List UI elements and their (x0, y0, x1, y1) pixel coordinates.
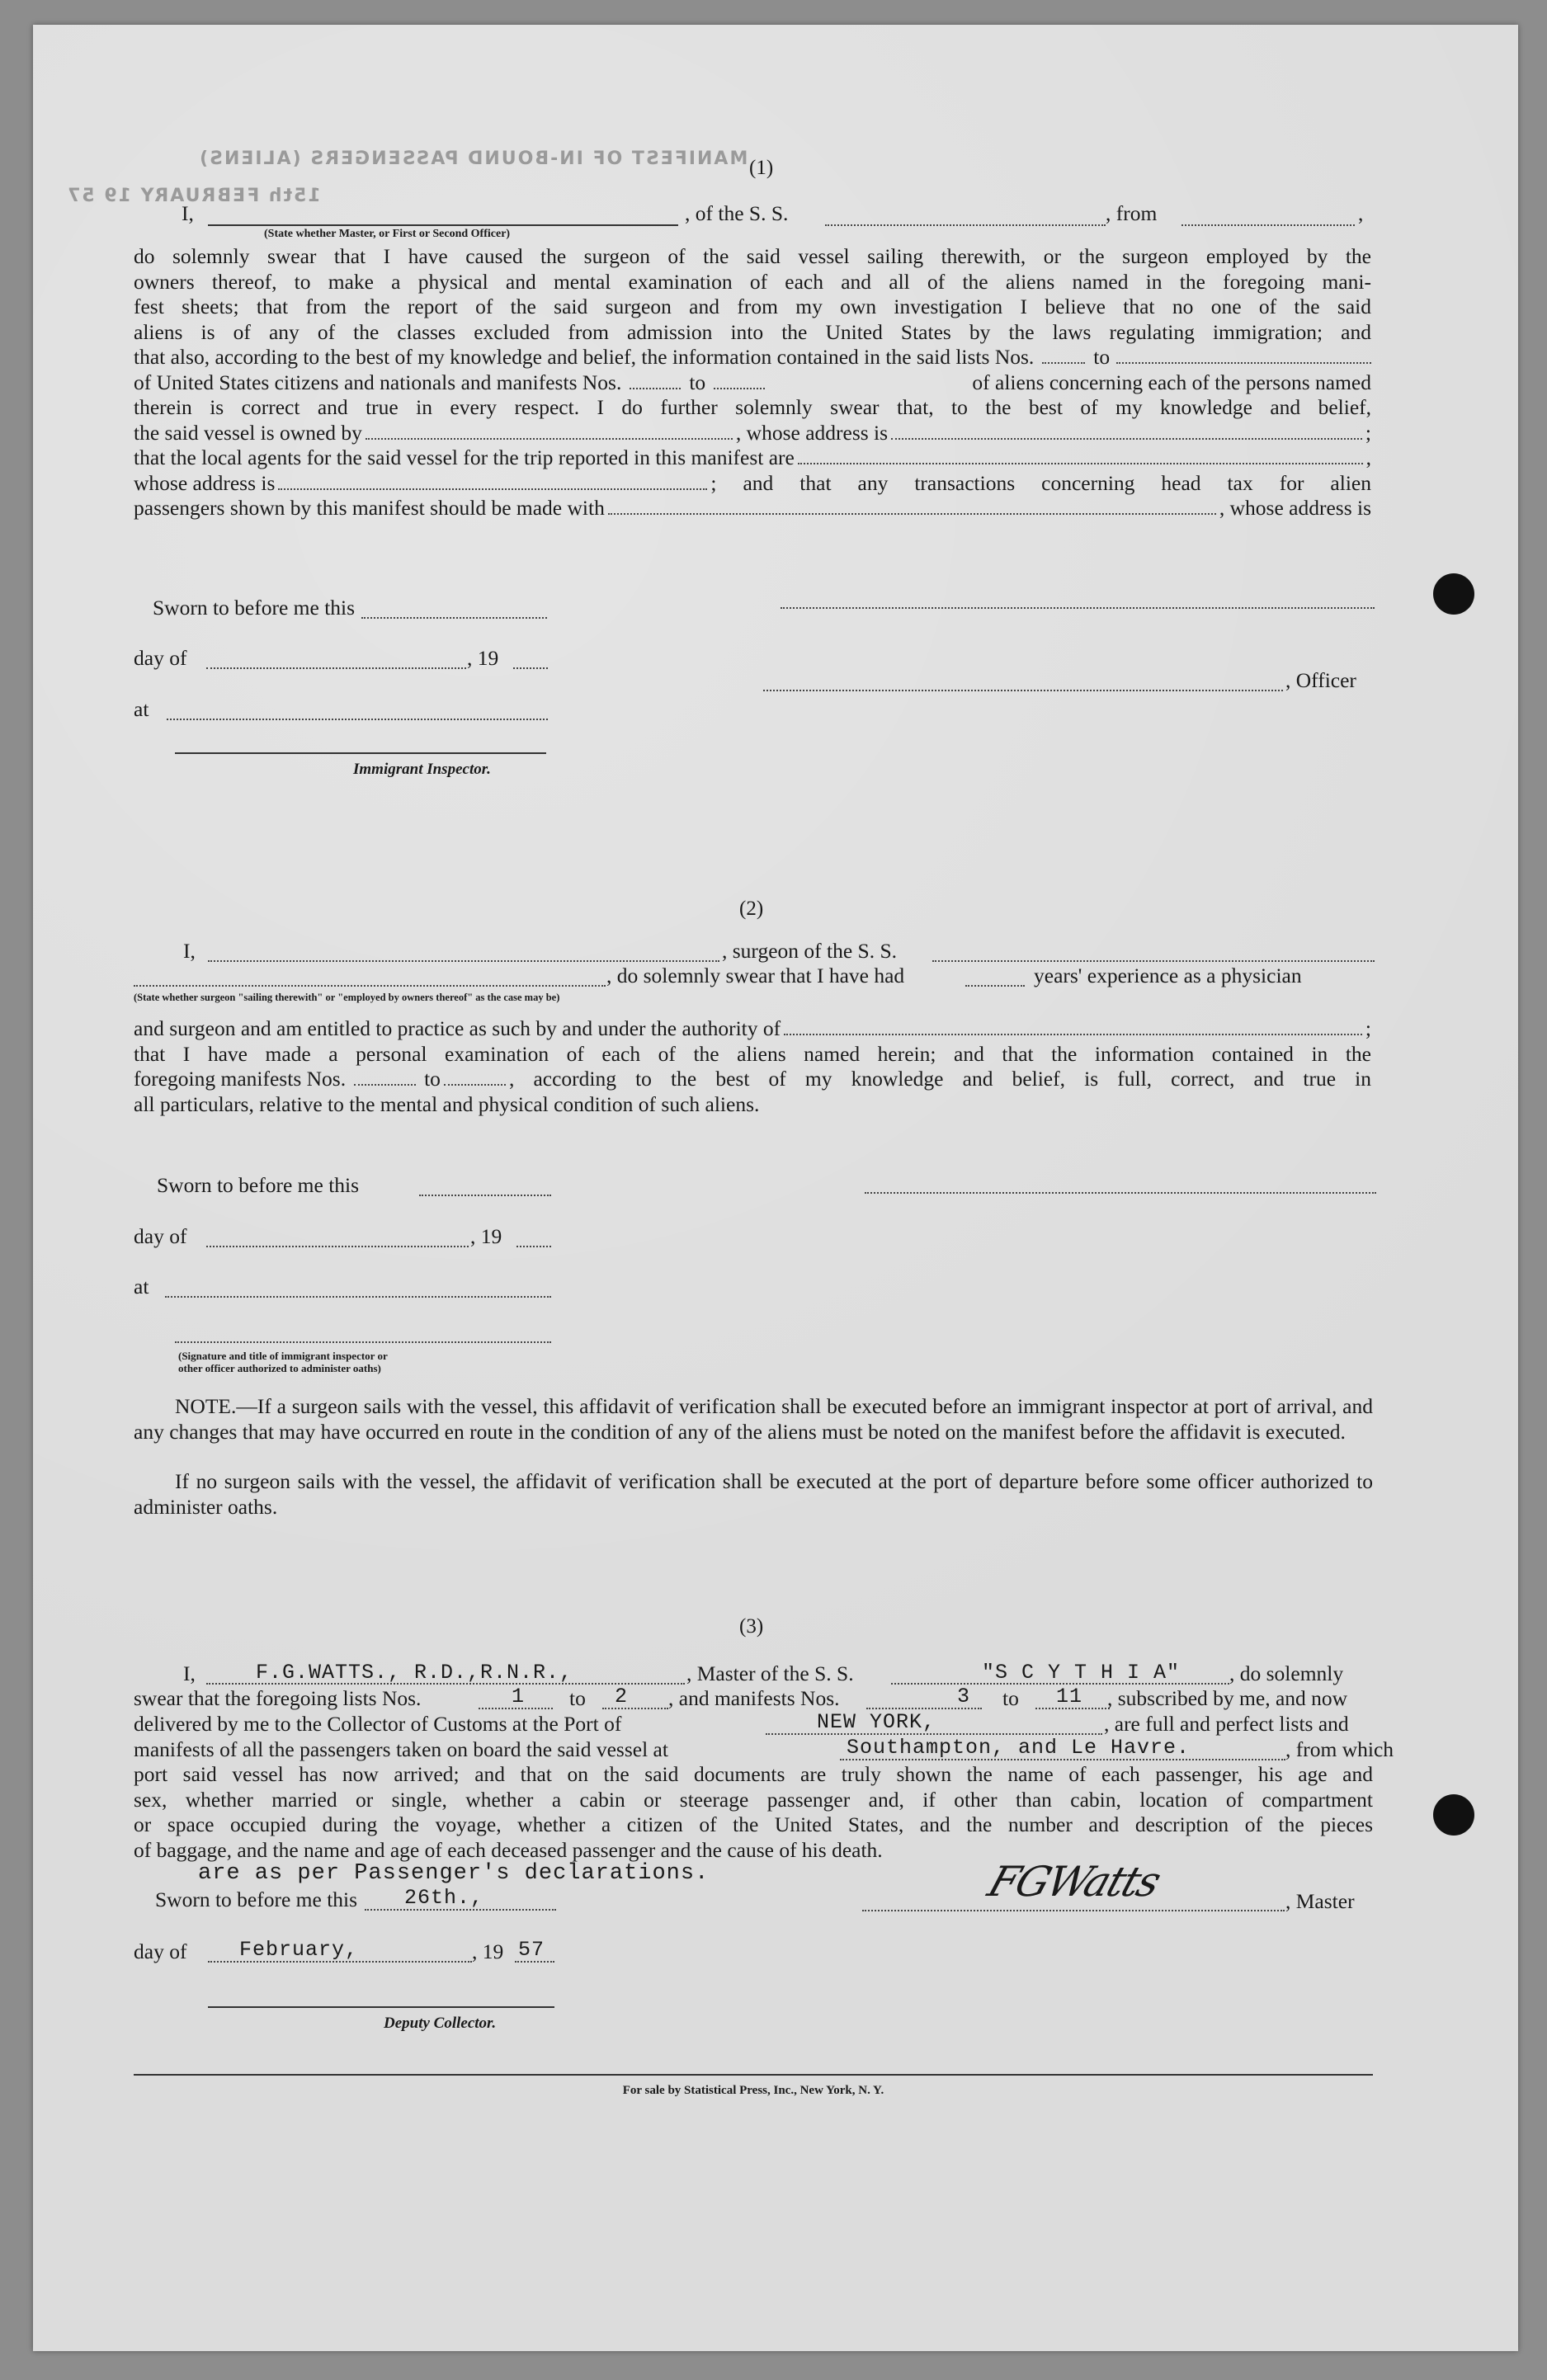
section-2-number: (2) (739, 898, 764, 920)
sec2-body (134, 1016, 1371, 1117)
document-page (33, 25, 1518, 2351)
sec2-authority-line (784, 1034, 1362, 1035)
note-label: NOTE. (175, 1394, 237, 1418)
sec1-line7: therein is correct and true in every respect. I do further solemnly swear that, to the best of my knowledge and belief, (134, 395, 1371, 419)
sec1-inspector: Immigrant Inspector. (353, 761, 491, 778)
sec1-inspector-line (175, 752, 546, 754)
sec2-sig-hint: (Signature and title of immigrant inspector or other officer authorized to administer oaths) (178, 1350, 388, 1374)
sec1-lists-from-line (1042, 362, 1085, 364)
sec1-line6a: of United States citizens and nationals and manifests Nos. (134, 370, 622, 394)
sec2-line3c: , according to the best of my knowledge and belief, is full, correct, and true in (508, 1067, 1371, 1091)
footer-rule (134, 2074, 1373, 2076)
sec3-list-to: 2 (615, 1685, 629, 1708)
sec2-vessel-line (932, 960, 1375, 962)
sec3-sworn-day: 26th., (404, 1886, 484, 1910)
punch-hole-bottom (1433, 1794, 1474, 1836)
sec2-year-line (516, 1246, 551, 1247)
sec1-year-line (513, 667, 548, 669)
sec1-line9a: that the local agents for the said vessel for the trip reported in this manifest are (134, 445, 795, 469)
sec1-officer: , Officer (1285, 668, 1356, 692)
sec1-at: at (134, 697, 149, 721)
sec2-line2: that I have made a personal examination of each of the aliens named herein; and that the information contained in the (134, 1041, 1371, 1066)
sec2-nineteen: , 19 (470, 1224, 502, 1248)
sec1-line10b: ; and that any transactions concerning head tax for alien (710, 470, 1371, 495)
sec3-to-2: to (1002, 1686, 1019, 1710)
sec3-i: I, (183, 1661, 196, 1685)
sec1-line11a: passengers shown by this manifest should be made with (134, 496, 605, 520)
sec3-line4a: manifests of all the passengers taken on board the said vessel at (134, 1737, 668, 1761)
sec1-line9b: , (1365, 445, 1371, 469)
sec3-line5: port said vessel has now arrived; and that on the said documents are truly shown the name of each passenger, his age and (134, 1762, 1373, 1786)
sec2-surgeon-sig-line (865, 1192, 1376, 1194)
sec2-sworn-line (419, 1195, 551, 1196)
sec1-lists-to-line (1116, 362, 1371, 364)
sec3-solemnly: , do solemnly (1229, 1661, 1344, 1685)
sec2-surgeon-name-line (208, 960, 719, 962)
sec3-month: February, (239, 1938, 359, 1962)
sec1-at-line (167, 719, 548, 720)
sec2-at-line (165, 1296, 551, 1298)
sec1-nineteen: , 19 (467, 646, 499, 670)
punch-hole-top (1433, 573, 1474, 615)
sec3-port: NEW YORK, (817, 1710, 936, 1734)
sec1-manifests-to-line (714, 388, 765, 389)
sec3-day-of: day of (134, 1939, 187, 1963)
sec1-line6c: of aliens concerning each of the persons named (972, 370, 1371, 394)
sec3-line3a: delivered by me to the Collector of Customs at the Port of (134, 1712, 622, 1736)
sec1-vessel-line (825, 224, 1106, 226)
sec1-line8a: the said vessel is owned by (134, 420, 362, 445)
sec1-manifests-from-line (630, 388, 681, 389)
sec1-owner-line (366, 438, 733, 440)
sec1-line3: fest sheets; that from the report of the said surgeon and from my own investigation I believe that no one of the said (134, 295, 1371, 318)
sec1-from-line (1181, 224, 1355, 226)
sec1-line4: aliens is of any of the classes excluded from admission into the United States by the laws regulating immigration; and (134, 319, 1371, 344)
sec2-swear: , do solemnly swear that I have had (606, 964, 905, 987)
sec1-owner-address-line (891, 438, 1362, 440)
sec2-years-line (965, 985, 1025, 987)
sec3-line2b: , and manifests Nos. (668, 1686, 840, 1710)
sec3-master-sig-line (862, 1910, 1285, 1911)
sec2-note1 (134, 1394, 1373, 1444)
sec3-typed-note: are as per Passenger's declarations. (198, 1861, 710, 1886)
sec3-man-to: 11 (1056, 1685, 1083, 1708)
sec1-day-line (206, 667, 466, 669)
sec3-master-of: , Master of the S. S. (686, 1661, 854, 1685)
sec2-line4: all particulars, relative to the mental and physical condition of such aliens. (134, 1091, 760, 1116)
sec2-sailing-hint: (State whether surgeon "sailing therewith" or "employed by owners thereof" as the case may be) (134, 992, 560, 1003)
sec1-line10a: whose address is (134, 470, 276, 495)
sec1-line8c: ; (1365, 420, 1371, 445)
sec2-line1b: ; (1365, 1016, 1371, 1040)
sec1-agents-line (798, 463, 1363, 464)
sec1-line8b: , whose address is (735, 420, 889, 445)
sec3-line6: sex, whether married or single, whether a cabin or steerage passenger and, if other than cabin, location of compartment (134, 1787, 1373, 1812)
sec1-of-ss: , of the S. S. (685, 201, 789, 225)
sec1-line6b: to (689, 370, 706, 394)
sec1-body (134, 244, 1371, 521)
sec2-note2: If no surgeon sails with the vessel, the affidavit of verification shall be executed at the port of departure before some officer authorized to administer oaths. (134, 1469, 1373, 1519)
note-text: —If a surgeon sails with the vessel, this affidavit of verification shall be executed before an immigrant inspector at port of arrival, and any changes that may have occurred en route in the condition of any of the aliens must be noted on the manifest before the affidavit is executed. (134, 1394, 1373, 1444)
sec3-line3b: , are full and perfect lists and (1104, 1712, 1349, 1736)
sec3-sworn: Sworn to before me this (155, 1888, 358, 1911)
sec1-from: , from (1106, 201, 1158, 225)
sec3-line8: of baggage, and the name and age of each deceased passenger and the cause of his death. (134, 1837, 883, 1862)
sec3-vessel: "S C Y T H I A" (982, 1661, 1181, 1685)
section-3-number: (3) (739, 1615, 764, 1638)
sec1-sworn: Sworn to before me this (153, 596, 356, 620)
sec2-sailing-line (134, 985, 606, 987)
section-1-number: (1) (749, 157, 774, 179)
sec1-line1: do solemnly swear that I have caused the surgeon of the said vessel sailing therewith, or the surgeon employed by the (134, 244, 1371, 268)
sec2-line3a: foregoing manifests Nos. (134, 1067, 347, 1091)
sec3-line4b: , from which (1285, 1737, 1394, 1761)
sec3-ports-from: Southampton, and Le Havre. (847, 1736, 1191, 1760)
sec1-agents-address-line (278, 488, 707, 490)
sec1-comma: , (1358, 201, 1364, 225)
sec2-manifests-to-line (444, 1084, 506, 1086)
sec1-master-sig-line (781, 607, 1375, 609)
sec3-year-prefix: , 19 (472, 1939, 504, 1963)
sec3-year-suffix: 57 (518, 1938, 545, 1962)
sec3-list-to-line (602, 1708, 668, 1709)
sec2-day-of: day of (134, 1224, 187, 1248)
sec2-years: years' experience as a physician (1034, 964, 1302, 987)
sec2-sworn: Sworn to before me this (157, 1173, 360, 1197)
sec1-headtax-line (608, 513, 1216, 515)
sec2-at: at (134, 1275, 149, 1298)
sec1-day-of: day of (134, 646, 187, 670)
sec1-line5a: that also, according to the best of my knowledge and belief, the information contained in the said lists Nos. (134, 345, 1035, 369)
sec2-inspector-line (175, 1341, 551, 1343)
sec2-line1: and surgeon and am entitled to practice as such by and under the authority of (134, 1016, 781, 1040)
footer-imprint: For sale by Statistical Press, Inc., New York, N. Y. (622, 2084, 884, 2097)
sec3-list-from: 1 (512, 1685, 526, 1708)
sec3-line2c: , subscribed by me, and now (1107, 1686, 1348, 1710)
sec1-officer-sig-line (763, 690, 1283, 691)
sec3-to-1: to (569, 1686, 586, 1710)
sec3-master: , Master (1285, 1889, 1355, 1913)
sec3-man-from: 3 (957, 1685, 971, 1708)
sec1-line2: owners thereof, to make a physical and mental examination of each and all of the aliens named in the foregoing mani- (134, 269, 1371, 294)
master-signature: FGWatts (982, 1858, 1166, 1906)
sec1-i: I, (182, 201, 194, 225)
sec3-line7: or space occupied during the voyage, whether a citizen of the United States, and the number and description of the pieces (134, 1812, 1373, 1836)
sec2-surgeon-of: , surgeon of the S. S. (722, 939, 898, 963)
sec3-collector-line (208, 2006, 554, 2008)
sec3-collector: Deputy Collector. (384, 2015, 497, 2032)
bleed-through-title: MANIFEST OF IN-BOUND PASSENGERS (ALIENS) (198, 148, 748, 169)
sec1-line5b: to (1093, 345, 1111, 369)
sec1-officer-line (208, 224, 678, 226)
sec3-master-name: F.G.WATTS., R.D.,R.N.R., (256, 1661, 573, 1685)
sec1-officer-hint: (State whether Master, or First or Second Officer) (264, 228, 511, 240)
bleed-through-date: 15th FEBRUARY 19 57 (66, 186, 321, 206)
sec2-line3b: to (424, 1067, 441, 1091)
sec2-i: I, (183, 939, 196, 963)
sec3-line2a: swear that the foregoing lists Nos. (134, 1686, 422, 1710)
sec3-body (134, 1762, 1373, 1863)
sec2-day-line (206, 1246, 469, 1247)
sec1-sworn-line (361, 617, 547, 619)
sec2-manifests-from-line (354, 1084, 416, 1086)
sec1-line11b: , whose address is (1219, 496, 1371, 520)
